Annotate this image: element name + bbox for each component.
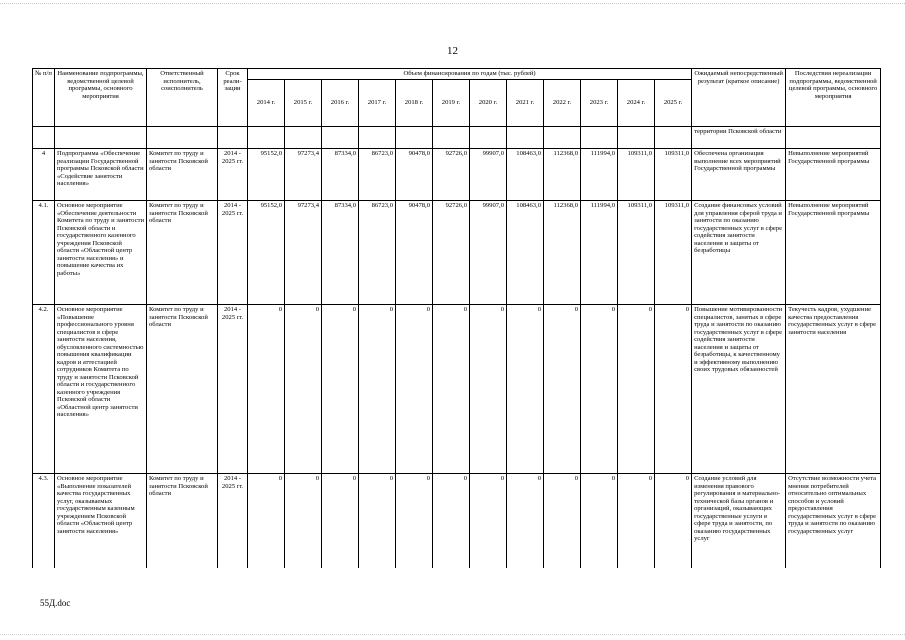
cell-value: 109311,0 xyxy=(655,149,692,201)
cell-name: Основное мероприятие «Выполнение показателей качества государственных услуг, оказываемых государственным казенным учреждением Псковской области «Областной центр занятости населения» xyxy=(55,474,147,569)
header-year: 2023 г. xyxy=(581,80,618,127)
cell-value: 90478,0 xyxy=(396,149,433,201)
cell-result: Повышение мотивированности специалистов, занятых в сфере труда и занятости по оказанию государственных услуг в сфере содействия занятости населения и защиты от безработицы, к качественному и эффективному выполнению своих трудовых обязанностей xyxy=(692,305,786,474)
cell-empty xyxy=(147,127,218,149)
header-year: 2019 г. xyxy=(433,80,470,127)
cell-name: Основное мероприятие «Повышение профессионального уровня специалистов в сфере занятости населения, обусловленного системностью повышения квалификации кадров и аттестацией сотрудников Комитета по труду и занятости Псковской области и государственного казенного учреждения Псковской области «Областной центр занятости населения» xyxy=(55,305,147,474)
cell-empty xyxy=(248,127,285,149)
header-result: Ожидаемый непосредственный результат (краткое описание) xyxy=(692,69,786,127)
cell-value: 0 xyxy=(248,305,285,474)
cell-consequences: Невыполнение мероприятий Государственной программы xyxy=(786,149,881,201)
cell-name: Подпрограмма «Обеспечение реализации Государственной программы Псковской области «Содействие занятости населения» xyxy=(55,149,147,201)
cell-value: 86723,0 xyxy=(359,149,396,201)
cell-value: 95152,0 xyxy=(248,149,285,201)
header-term: Срок реали-зации xyxy=(218,69,248,127)
cell-consequences: Невыполнение мероприятий Государственной программы xyxy=(786,201,881,305)
table-row xyxy=(33,474,881,569)
cell-value: 87334,0 xyxy=(322,149,359,201)
cell-value: 86723,0 xyxy=(359,201,396,305)
cell-value: 109311,0 xyxy=(618,201,655,305)
cell-name: Основное мероприятие «Обеспечение деятельности Комитета по труду и занятости Псковской области и государственного казенного учреждения Псковской области «Областной центр занятости населения» и повышение качества их работы» xyxy=(55,201,147,305)
scan-artifact-bottom xyxy=(0,634,905,635)
cell-value: 0 xyxy=(618,474,655,569)
header-num: № п/п xyxy=(33,69,55,127)
cell-executor: Комитет по труду и занятости Псковской области xyxy=(147,149,218,201)
header-year: 2014 г. xyxy=(248,80,285,127)
cell-value: 0 xyxy=(359,474,396,569)
cell-value: 0 xyxy=(248,474,285,569)
cell-executor: Комитет по труду и занятости Псковской области xyxy=(147,201,218,305)
header-funding: Объем финансирования по годам (тыс. рублей) xyxy=(248,69,692,80)
cell-empty xyxy=(396,127,433,149)
cell-result: территории Псковской области xyxy=(692,127,786,149)
continuation-row xyxy=(33,127,881,149)
cell-value: 111994,0 xyxy=(581,201,618,305)
cell-value: 0 xyxy=(655,474,692,569)
cell-value: 109311,0 xyxy=(655,201,692,305)
cell-empty xyxy=(433,127,470,149)
cell-result: Создание условий для изменения правового регулирования и материально-технической базы органов и организаций, оказывающих государственные услуги в сфере труда и занятости, по оказанию государственных услуг xyxy=(692,474,786,569)
cell-value: 97273,4 xyxy=(285,201,322,305)
cell-value: 0 xyxy=(433,305,470,474)
table-row xyxy=(33,201,881,305)
header-executor: Ответственный исполнитель, соисполнитель xyxy=(147,69,218,127)
cell-empty xyxy=(655,127,692,149)
cell-value: 0 xyxy=(285,305,322,474)
cell-empty xyxy=(786,127,881,149)
cell-value: 108463,0 xyxy=(507,149,544,201)
cell-num: 4.3. xyxy=(33,474,55,569)
cell-consequences: Текучесть кадров, ухудшение качества предоставления государственных услуг в сфере занятости населения xyxy=(786,305,881,474)
financing-table xyxy=(32,68,881,568)
header-year: 2020 г. xyxy=(470,80,507,127)
cell-empty xyxy=(581,127,618,149)
cell-result: Обеспечена организация выполнение всех мероприятий Государственной программы xyxy=(692,149,786,201)
header-year: 2021 г. xyxy=(507,80,544,127)
header-name: Наименование подпрограммы, ведомственной целевой программы, основного мероприятия xyxy=(55,69,147,127)
cell-value: 112368,0 xyxy=(544,149,581,201)
cell-value: 0 xyxy=(655,305,692,474)
header-year: 2022 г. xyxy=(544,80,581,127)
cell-value: 0 xyxy=(544,305,581,474)
cell-value: 111994,0 xyxy=(581,149,618,201)
footer-filename: 55Д.doc xyxy=(40,598,71,608)
cell-value: 0 xyxy=(359,305,396,474)
cell-empty xyxy=(507,127,544,149)
cell-executor: Комитет по труду и занятости Псковской области xyxy=(147,305,218,474)
cell-empty xyxy=(359,127,396,149)
cell-value: 112368,0 xyxy=(544,201,581,305)
cell-value: 0 xyxy=(396,305,433,474)
cell-num: 4 xyxy=(33,149,55,201)
cell-empty xyxy=(33,127,55,149)
header-row-top xyxy=(33,69,881,80)
cell-value: 0 xyxy=(581,474,618,569)
cell-value: 0 xyxy=(507,474,544,569)
cell-value: 109311,0 xyxy=(618,149,655,201)
cell-term: 2014 - 2025 гг. xyxy=(218,305,248,474)
cell-value: 0 xyxy=(285,474,322,569)
cell-empty xyxy=(322,127,359,149)
header-year: 2025 г. xyxy=(655,80,692,127)
cell-executor: Комитет по труду и занятости Псковской области xyxy=(147,474,218,569)
table-row xyxy=(33,305,881,474)
cell-value: 99907,0 xyxy=(470,149,507,201)
cell-empty xyxy=(55,127,147,149)
cell-empty xyxy=(544,127,581,149)
cell-value: 0 xyxy=(581,305,618,474)
table-row xyxy=(33,149,881,201)
header-year: 2017 г. xyxy=(359,80,396,127)
cell-value: 0 xyxy=(396,474,433,569)
cell-empty xyxy=(618,127,655,149)
cell-value: 92726,0 xyxy=(433,149,470,201)
cell-value: 108463,0 xyxy=(507,201,544,305)
cell-value: 87334,0 xyxy=(322,201,359,305)
header-consequences: Последствия нереализации подпрограммы, ведомственной целевой программы, основного мероприятия xyxy=(786,69,881,127)
cell-value: 90478,0 xyxy=(396,201,433,305)
cell-consequences: Отсутствие возможности учета мнения потребителей относительно оптимальных способов и условий предоставления государственных услуг в сфере труда и занятости по оказанию государственных услуг xyxy=(786,474,881,569)
cell-num: 4.2. xyxy=(33,305,55,474)
header-year: 2024 г. xyxy=(618,80,655,127)
cell-value: 0 xyxy=(322,474,359,569)
header-year: 2016 г. xyxy=(322,80,359,127)
page-number: 12 xyxy=(447,45,458,57)
cell-value: 0 xyxy=(544,474,581,569)
cell-value: 99907,0 xyxy=(470,201,507,305)
cell-value: 0 xyxy=(618,305,655,474)
cell-value: 0 xyxy=(470,305,507,474)
cell-empty xyxy=(470,127,507,149)
header-year: 2015 г. xyxy=(285,80,322,127)
cell-empty xyxy=(218,127,248,149)
cell-value: 0 xyxy=(470,474,507,569)
cell-value: 97273,4 xyxy=(285,149,322,201)
cell-result: Создание финансовых условий для управления сферой труда и занятости по оказанию государственных услуг в сфере содействия занятости населения и защиты от безработицы xyxy=(692,201,786,305)
cell-value: 0 xyxy=(433,474,470,569)
cell-term: 2014 - 2025 гг. xyxy=(218,474,248,569)
cell-num: 4.1. xyxy=(33,201,55,305)
cell-term: 2014 - 2025 гг. xyxy=(218,201,248,305)
cell-value: 92726,0 xyxy=(433,201,470,305)
scan-artifact-top xyxy=(0,3,905,4)
cell-value: 95152,0 xyxy=(248,201,285,305)
cell-term: 2014 - 2025 гг. xyxy=(218,149,248,201)
cell-empty xyxy=(285,127,322,149)
cell-value: 0 xyxy=(322,305,359,474)
cell-value: 0 xyxy=(507,305,544,474)
header-year: 2018 г. xyxy=(396,80,433,127)
